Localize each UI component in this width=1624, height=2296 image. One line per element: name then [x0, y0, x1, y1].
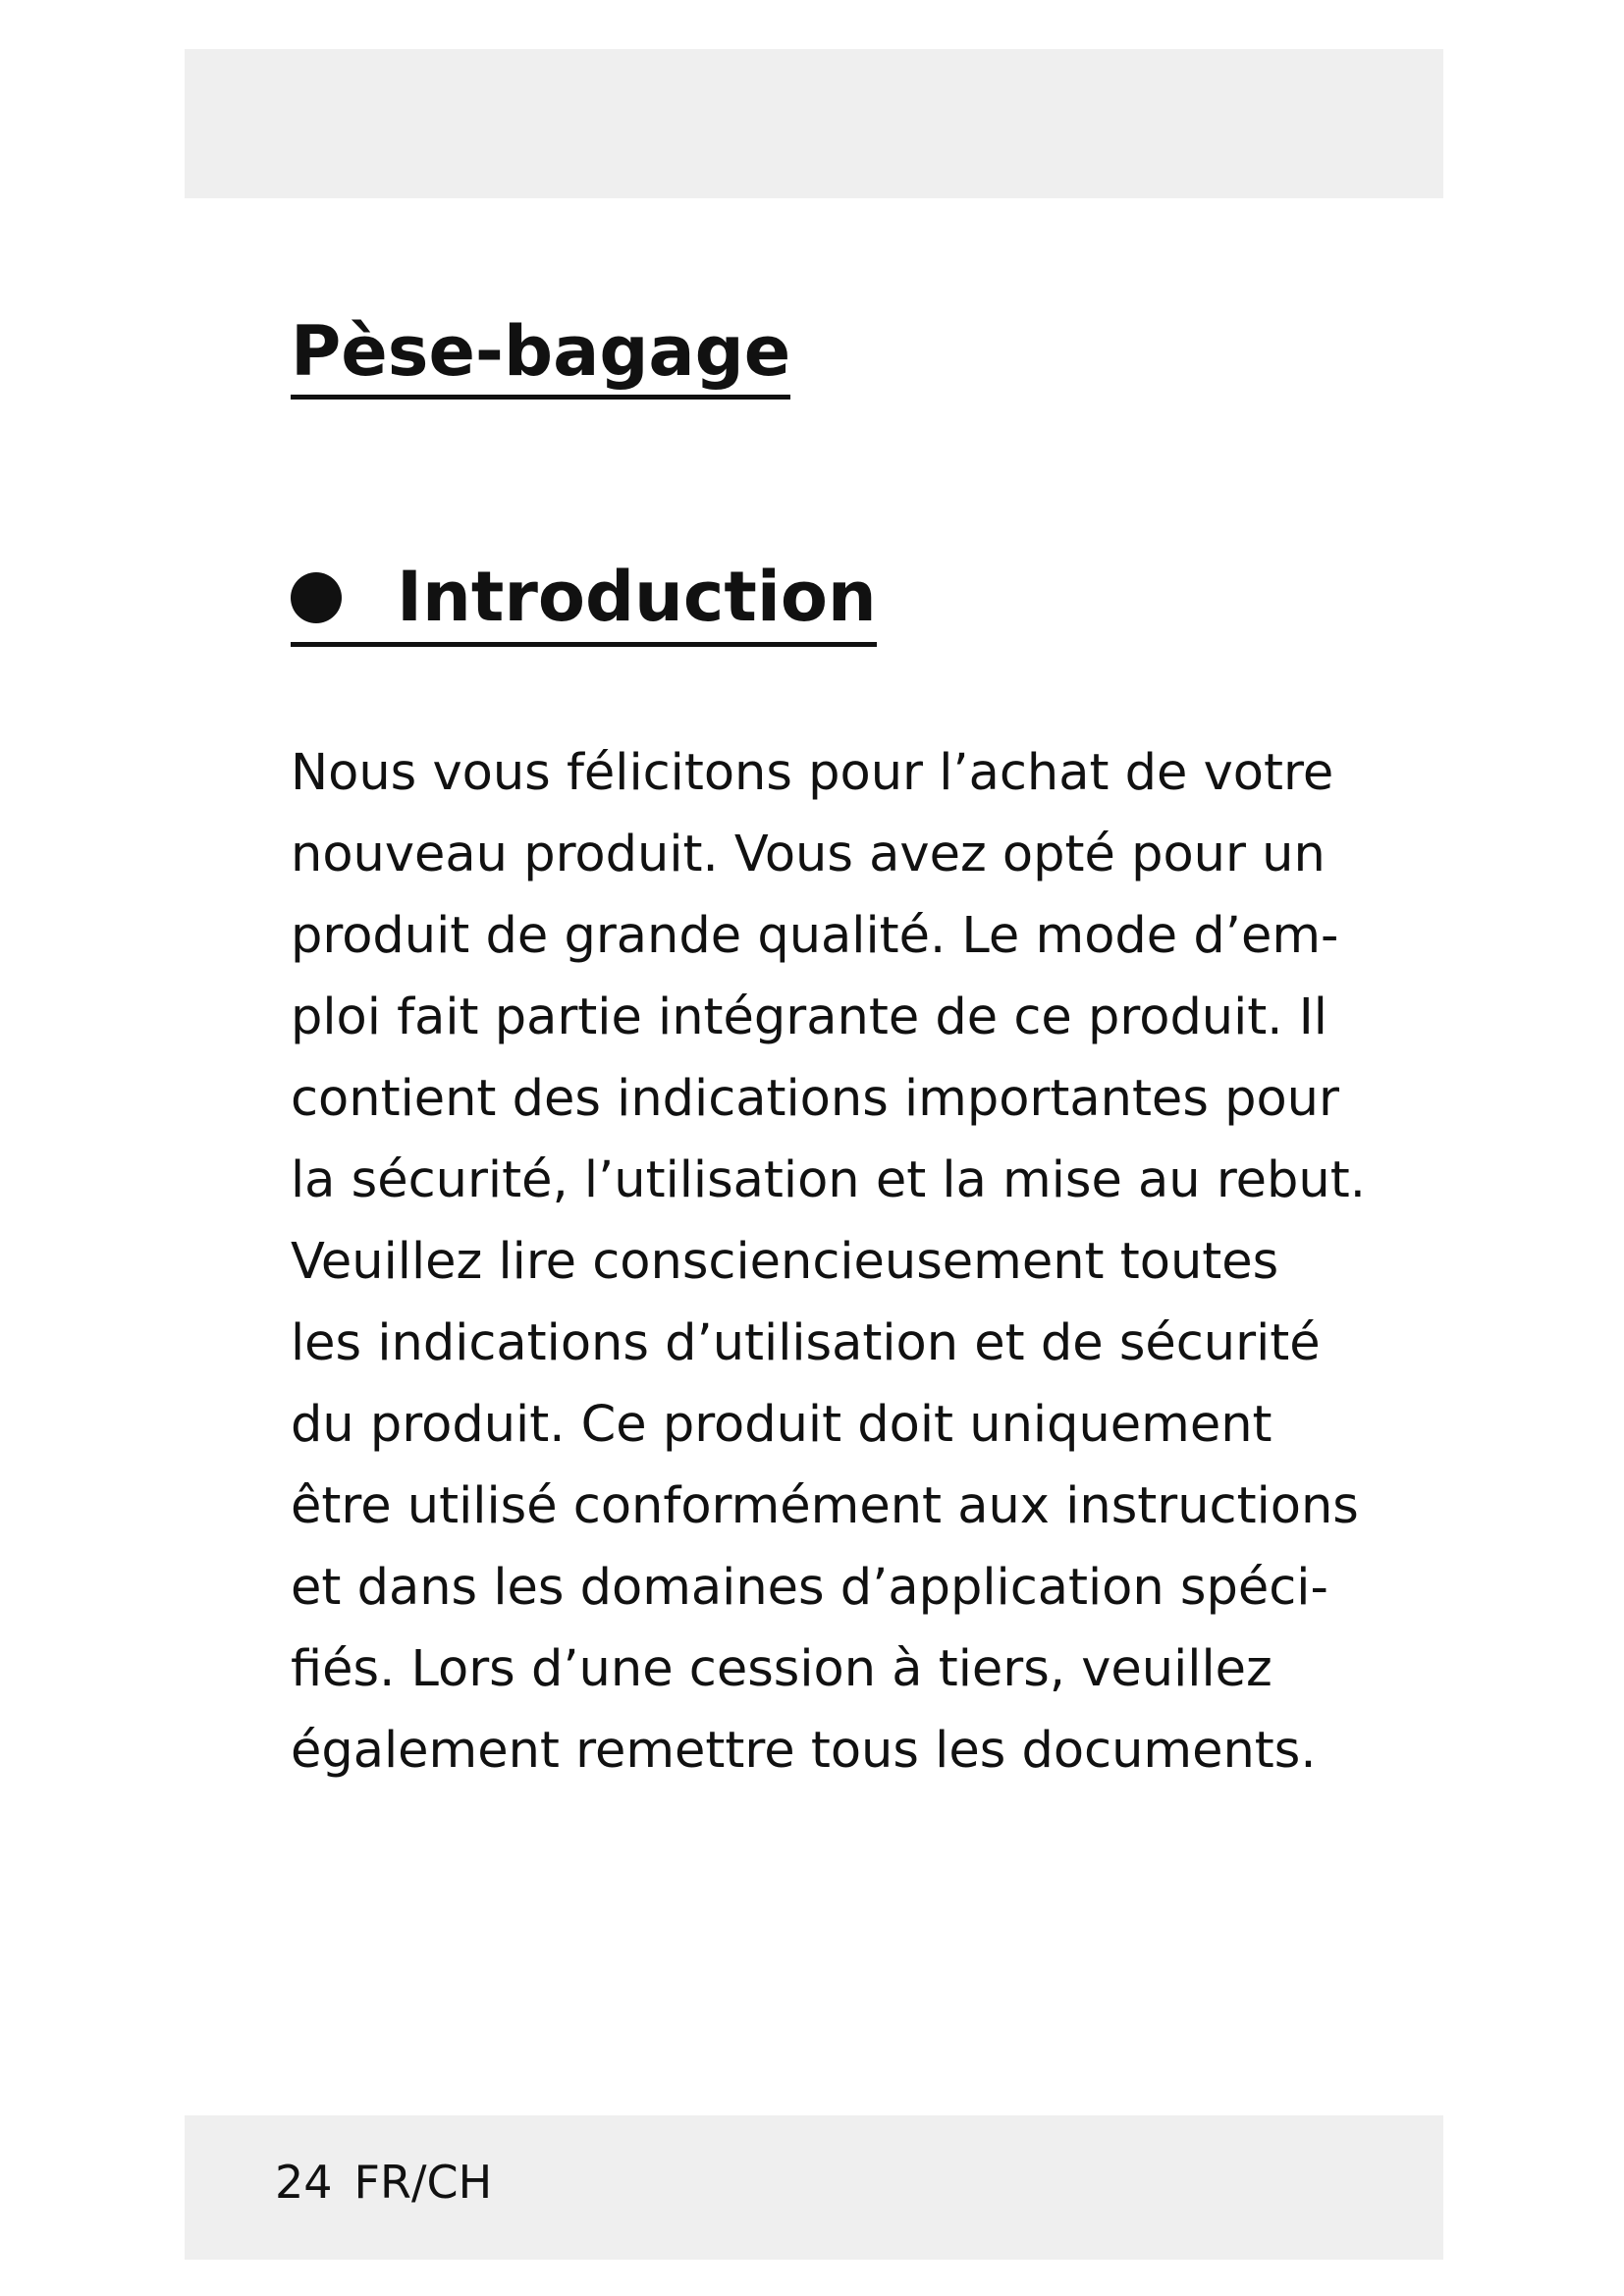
- intro-line: nouveau produit. Vous avez opté pour un: [291, 826, 1326, 883]
- page-footer-label: [275, 2156, 493, 2209]
- intro-line: du produit. Ce produit doit uniquement: [291, 1396, 1272, 1454]
- intro-line: Veuillez lire consciencieusement toutes: [291, 1233, 1279, 1291]
- intro-line: Nous vous félicitons pour l’achat de votre: [291, 744, 1334, 802]
- intro-line: également remettre tous les documents.: [291, 1722, 1317, 1780]
- section-heading: [291, 557, 877, 647]
- intro-line: être utilisé conformément aux instructions: [291, 1477, 1359, 1535]
- intro-line: et dans les domaines d’application spéci-: [291, 1559, 1328, 1617]
- page-number: 24: [275, 2156, 333, 2209]
- intro-line: les indications d’utilisation et de sécurité: [291, 1314, 1321, 1372]
- header-band: [185, 49, 1443, 198]
- intro-line: la sécurité, l’utilisation et la mise au rebut.: [291, 1151, 1366, 1209]
- language-code: FR/CH: [353, 2156, 493, 2209]
- intro-line: fiés. Lors d’une cession à tiers, veuillez: [291, 1640, 1272, 1698]
- product-title: Pèse-bagage: [291, 316, 790, 400]
- intro-line: ploi fait partie intégrante de ce produit. Il: [291, 988, 1327, 1046]
- intro-line: produit de grande qualité. Le mode d’em-: [291, 907, 1339, 965]
- bullet-icon: [291, 572, 342, 623]
- intro-line: contient des indications importantes pour: [291, 1070, 1339, 1128]
- intro-paragraph: [291, 732, 1380, 1791]
- section-heading-text: Introduction: [397, 557, 877, 637]
